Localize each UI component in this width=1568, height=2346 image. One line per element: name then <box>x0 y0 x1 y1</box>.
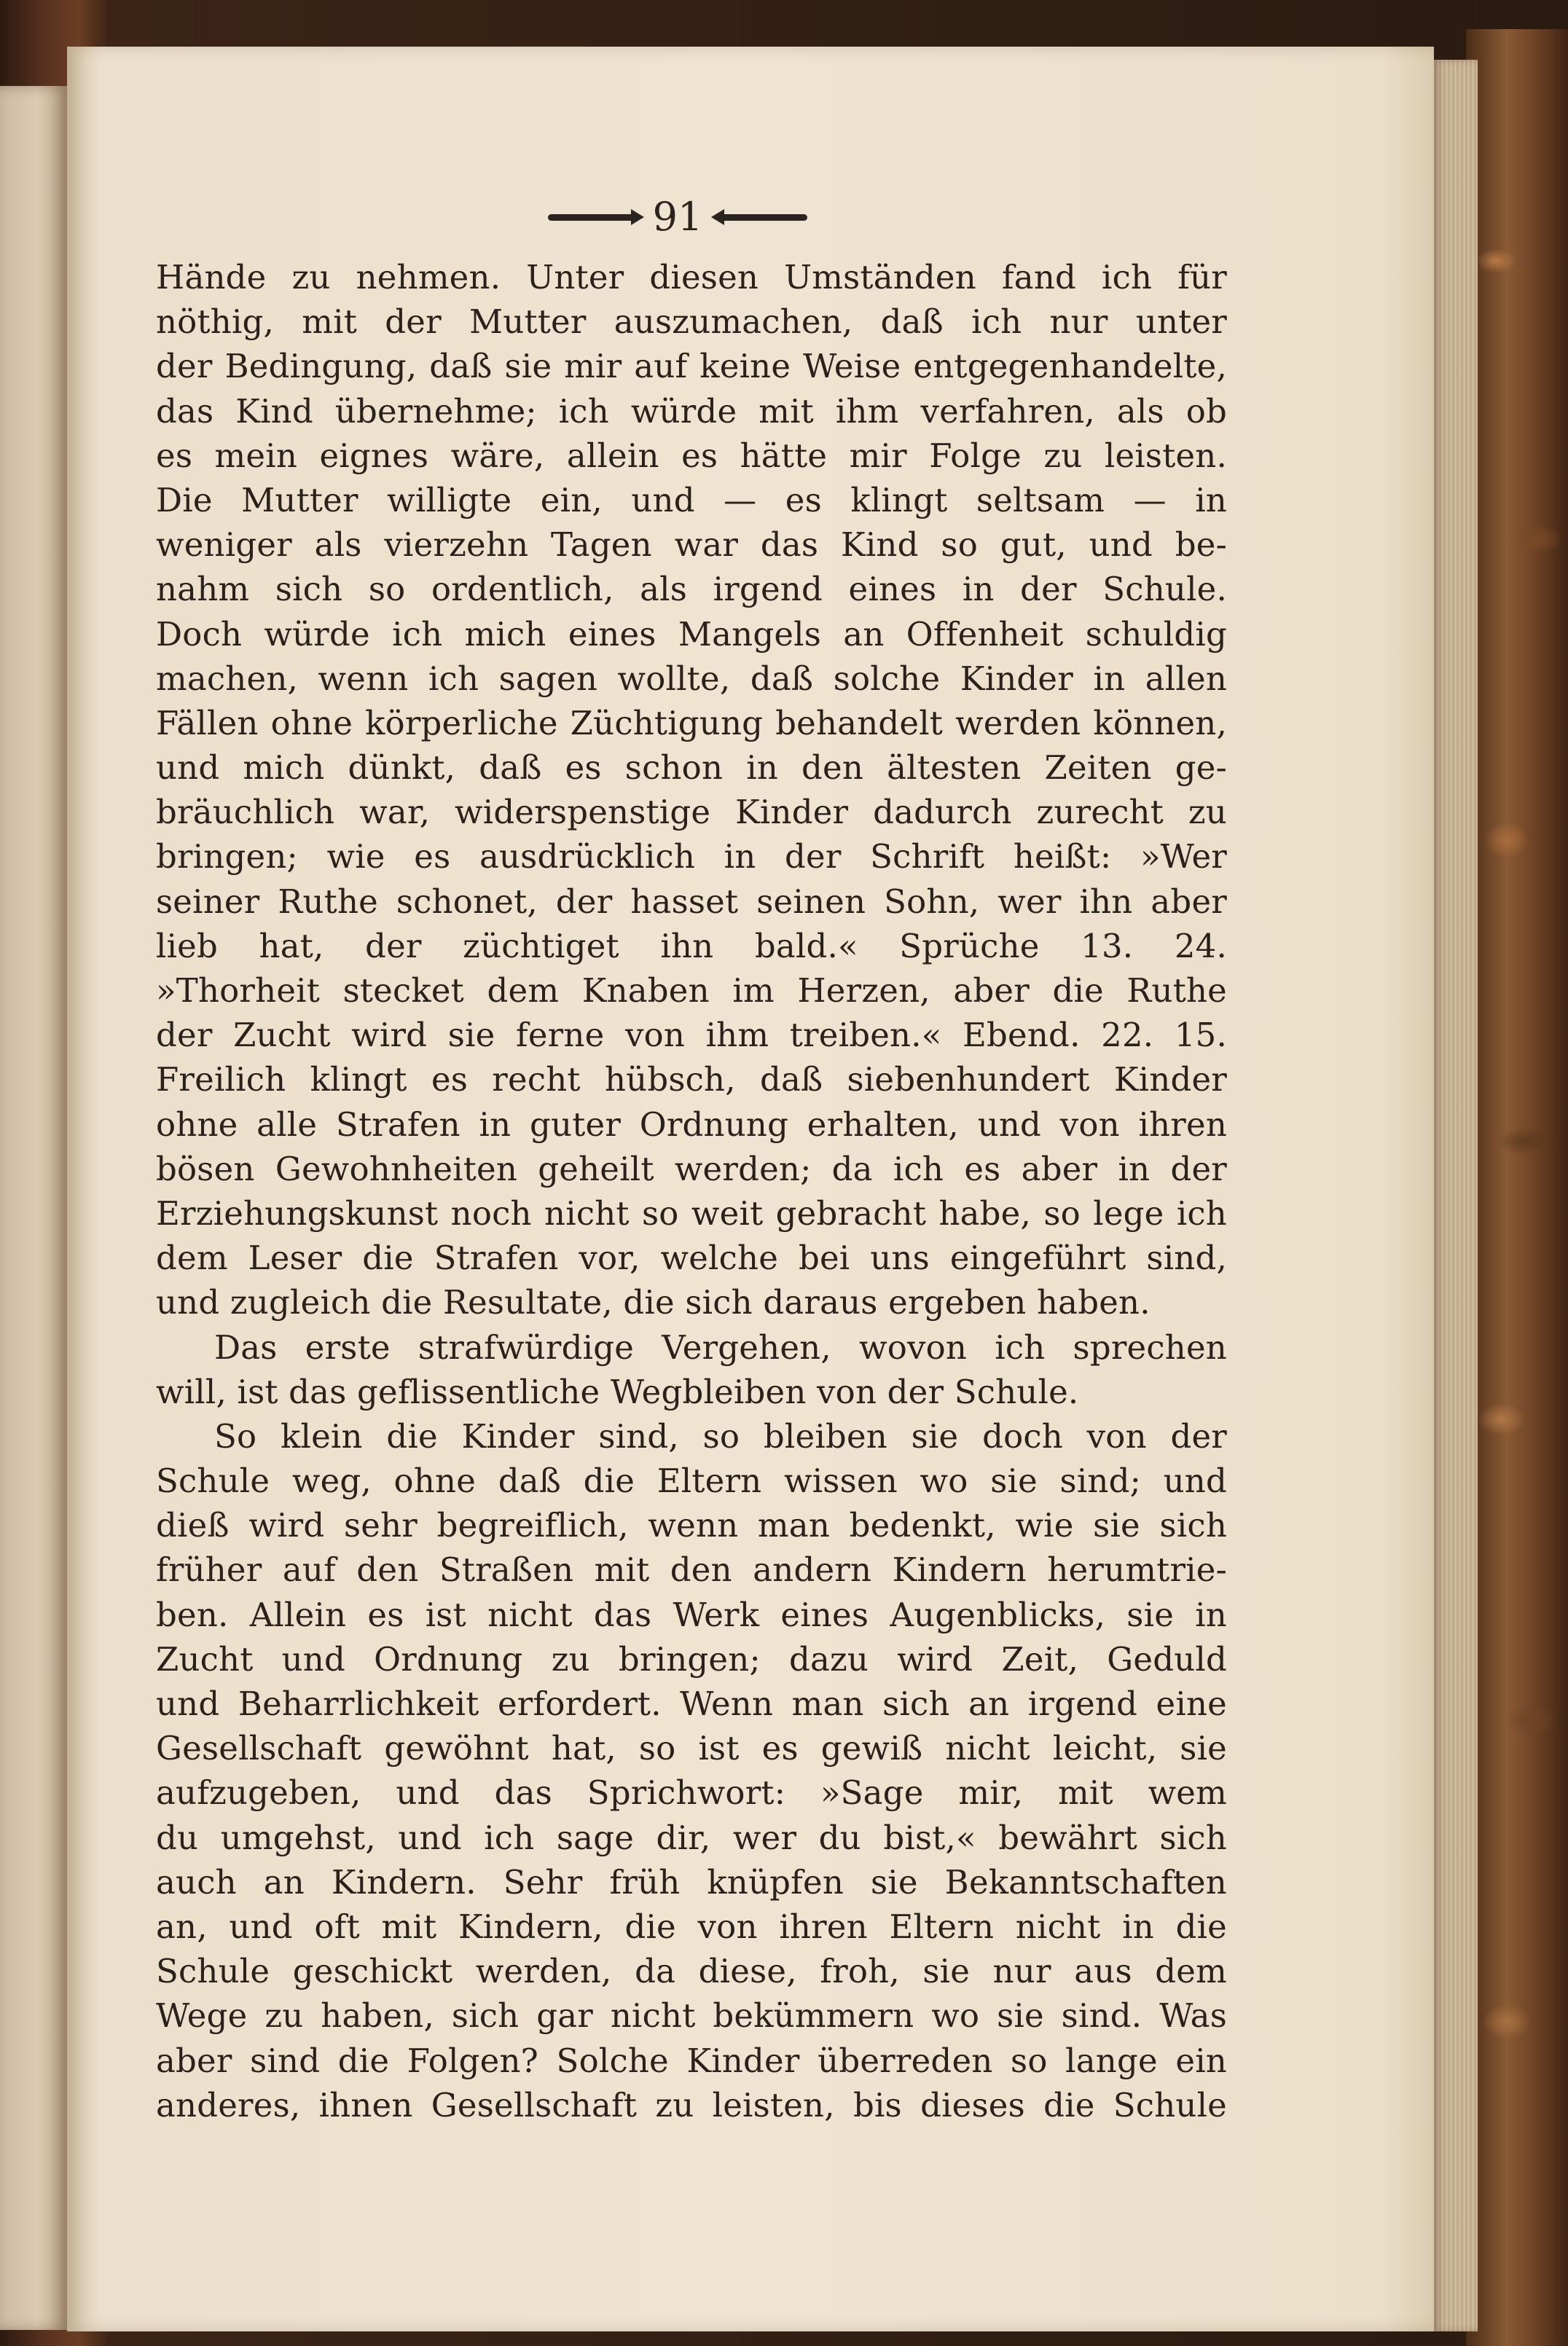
left-ornament-dash <box>548 214 634 221</box>
previous-page-edge <box>0 86 67 2330</box>
text-line: und zugleich die Resultate, die sich daraus ergeben haben. <box>156 1283 1150 1322</box>
text-line: Hände zu nehmen. Unter diesen Umständen fand ich für <box>156 258 1227 297</box>
text-line: an, und oft mit Kindern, die von ihren Eltern nicht in die <box>156 1907 1227 1946</box>
text-line: ohne alle Strafen in guter Ordnung erhalten, und von ihren <box>156 1105 1227 1144</box>
text-line: Zucht und Ordnung zu bringen; dazu wird Zeit, Geduld <box>156 1639 1227 1679</box>
text-line: bringen; wie es ausdrücklich in der Schrift heißt: »Wer <box>156 837 1227 876</box>
text-line: anderes, ihnen Gesellschaft zu leisten, bis dieses die Schule <box>156 2085 1227 2125</box>
right-ornament-dash <box>721 214 807 221</box>
body-text <box>156 255 1227 2127</box>
text-line: Schule weg, ohne daß die Eltern wissen wo sie sind; und <box>156 1462 1227 1501</box>
text-line: du umgehst, und ich sage dir, wer du bist,« bewährt sich <box>156 1818 1227 1857</box>
text-line: Die Mutter willigte ein, und — es klingt seltsam — in <box>156 480 1227 519</box>
text-line: lieb hat, der züchtiget ihn bald.« Sprüche 13. 24. <box>156 926 1227 965</box>
text-line: bräuchlich war, widerspenstige Kinder dadurch zurecht zu <box>156 793 1227 832</box>
text-line: Freilich klingt es recht hübsch, daß siebenhundert Kinder <box>156 1060 1227 1099</box>
text-line: nahm sich so ordentlich, als irgend eines in der Schule. <box>156 570 1227 609</box>
text-line: aufzugeben, und das Sprichwort: »Sage mir, mit wem <box>156 1773 1227 1813</box>
text-line: machen, wenn ich sagen wollte, daß solche Kinder in allen <box>156 659 1227 698</box>
text-line: dieß wird sehr begreiflich, wenn man bedenkt, wie sie sich <box>156 1506 1227 1545</box>
page-header <box>510 173 845 261</box>
page-number: 91 <box>652 194 703 240</box>
page-block-edges <box>1434 60 1478 2331</box>
text-line: früher auf den Straßen mit den andern Kindern herumtrie- <box>156 1550 1227 1590</box>
text-line: es mein eignes wäre, allein es hätte mir Folge zu leisten. <box>156 436 1227 475</box>
text-line: das Kind übernehme; ich würde mit ihm verfahren, als ob <box>156 391 1227 431</box>
text-line: »Thorheit stecket dem Knaben im Herzen, aber die Ruthe <box>156 971 1227 1010</box>
text-line: Schule geschickt werden, da diese, froh, sie nur aus dem <box>156 1952 1227 1991</box>
text-line: ben. Allein es ist nicht das Werk eines Augenblicks, sie in <box>156 1595 1227 1634</box>
text-line: seiner Ruthe schonet, der hasset seinen Sohn, wer ihn aber <box>156 882 1227 921</box>
text-line: nöthig, mit der Mutter auszumachen, daß ich nur unter <box>156 302 1227 342</box>
text-line: Das erste strafwürdige Vergehen, wovon ich sprechen <box>214 1327 1227 1367</box>
text-line: Doch würde ich mich eines Mangels an Offenheit schuldig <box>156 614 1227 654</box>
text-line: der Bedingung, daß sie mir auf keine Weise entgegenhandelte, <box>156 347 1227 386</box>
text-line: So klein die Kinder sind, so bleiben sie doch von der <box>214 1416 1227 1456</box>
text-line: weniger als vierzehn Tagen war das Kind so gut, und be- <box>156 525 1227 565</box>
marbled-cover <box>1466 29 1568 2346</box>
text-line: bösen Gewohnheiten geheilt werden; da ich es aber in der <box>156 1149 1227 1188</box>
text-line: der Zucht wird sie ferne von ihm treiben.« Ebend. 22. 15. <box>156 1016 1227 1055</box>
text-line: will, ist das geflissentliche Wegbleiben von der Schule. <box>156 1372 1079 1411</box>
text-line: Wege zu haben, sich gar nicht bekümmern wo sie sind. Was <box>156 1996 1227 2036</box>
text-line: und mich dünkt, daß es schon in den ältesten Zeiten ge- <box>156 748 1227 788</box>
text-line: aber sind die Folgen? Solche Kinder überreden so lange ein <box>156 2041 1227 2080</box>
text-line: auch an Kindern. Sehr früh knüpfen sie Bekanntschaften <box>156 1862 1227 1902</box>
text-line: und Beharrlichkeit erfordert. Wenn man sich an irgend eine <box>156 1684 1227 1723</box>
text-line: Fällen ohne körperliche Züchtigung behandelt werden können, <box>156 703 1227 742</box>
text-line: Erziehungskunst noch nicht so weit gebracht habe, so lege ich <box>156 1193 1227 1233</box>
text-line: dem Leser die Strafen vor, welche bei uns eingeführt sind, <box>156 1239 1227 1278</box>
text-line: Gesellschaft gewöhnt hat, so ist es gewiß nicht leicht, sie <box>156 1729 1227 1768</box>
